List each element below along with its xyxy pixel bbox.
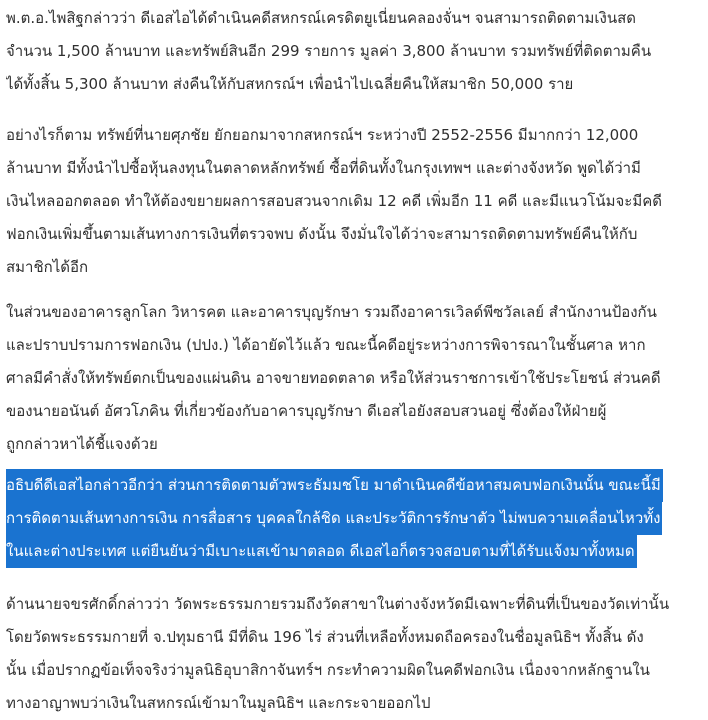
- selected-text-line[interactable]: การติดตามเส้นทางการเงิน การสื่อสาร บุคคลใกล้ชิด และประวัติการรักษาตัว ไม่พบความเคลื่อนไหวทั้ง: [6, 502, 662, 535]
- text-line: ได้ทั้งสิ้น 5,300 ล้านบาท ส่งคืนให้กับสหกรณ์ฯ เพื่อนำไปเฉลี่ยคืนให้สมาชิก 50,000 ราย: [6, 75, 574, 93]
- paragraph-1: [6, 2, 702, 101]
- text-line: และปราบปรามการฟอกเงิน (ปปง.) ได้อายัดไว้แล้ว ขณะนี้คดีอยู่ระหว่างการพิจารณาในชั้นศาล หาก: [6, 336, 646, 354]
- paragraph-4-selected[interactable]: [6, 469, 702, 568]
- paragraph-2: [6, 119, 702, 284]
- text-line: ฟอกเงินเพิ่มขึ้นตามเส้นทางการเงินที่ตรวจพบ ดังนั้น จึงมั่นใจได้ว่าจะสามารถติดตามทรัพย์คืนให้กับ: [6, 225, 638, 243]
- text-line: ของนายอนันต์ อัศวโภคิน ที่เกี่ยวข้องกับอาคารบุญรักษา ดีเอสไอยังสอบสวนอยู่ ซึ่งต้องให้ฝ่ายผู้: [6, 402, 607, 420]
- paragraph-3: [6, 296, 702, 461]
- text-line: ถูกกล่าวหาได้ชี้แจงด้วย: [6, 435, 158, 453]
- text-line: เงินไหลออกตลอด ทำให้ต้องขยายผลการสอบสวนจากเดิม 12 คดี เพิ่มอีก 11 คดี และมีแนวโน้มจะมีคดี: [6, 192, 663, 210]
- text-line: จำนวน 1,500 ล้านบาท และทรัพย์สินอีก 299 รายการ มูลค่า 3,800 ล้านบาท รวมทรัพย์ที่ติดตามคืน: [6, 42, 652, 60]
- paragraph-5: [6, 588, 702, 720]
- text-line: นั้น เมื่อปรากฏข้อเท็จจริงว่ามูลนิธิอุบาสิกาจันทร์ฯ กระทำความผิดในคดีฟอกเงิน เนื่องจากหลักฐานใน: [6, 661, 650, 679]
- selected-text-line[interactable]: ในและต่างประเทศ แต่ยืนยันว่ามีเบาะแสเข้ามาตลอด ดีเอสไอก็ตรวจสอบตามที่ได้รับแจ้งมาทั้งหมด: [6, 535, 637, 568]
- text-line: ทางอาญาพบว่าเงินในสหกรณ์เข้ามาในมูลนิธิฯ และกระจายออกไป: [6, 694, 431, 712]
- text-line: ด้านนายจขรศักดิ์กล่าวว่า วัดพระธรรมกายรวมถึงวัดสาขาในต่างจังหวัดมีเฉพาะที่ดินที่เป็นของวัดเท่านั้น: [6, 595, 670, 613]
- text-line: พ.ต.อ.ไพสิฐกล่าวว่า ดีเอสไอได้ดำเนินคดีสหกรณ์เครดิตยูเนี่ยนคลองจั่นฯ จนสามารถติดตามเงินสด: [6, 9, 636, 27]
- text-line: ศาลมีคำสั่งให้ทรัพย์ตกเป็นของแผ่นดิน อาจขายทอดตลาด หรือให้ส่วนราชการเข้าใช้ประโยชน์ ส่วนคดี: [6, 369, 661, 387]
- text-line: อย่างไรก็ตาม ทรัพย์ที่นายศุภชัย ยักยอกมาจากสหกรณ์ฯ ระหว่างปี 2552-2556 มีมากกว่า 12,000: [6, 126, 639, 144]
- text-line: ล้านบาท มีทั้งนำไปซื้อหุ้นลงทุนในตลาดหลักทรัพย์ ซื้อที่ดินทั้งในกรุงเทพฯ และต่างจังหวัด พูดได้ว่ามี: [6, 159, 641, 177]
- selected-text-line[interactable]: อธิบดีดีเอสไอกล่าวอีกว่า ส่วนการติดตามตัวพระธัมมชโย มาดำเนินคดีข้อหาสมคบฟอกเงินนั้น ขณะนี้มี: [6, 469, 663, 502]
- text-line: โดยวัดพระธรรมกายที่ จ.ปทุมธานี มีที่ดิน 196 ไร่ ส่วนที่เหลือทั้งหมดถือครองในชื่อมูลนิธิฯ ทั้งสิ้น ดัง: [6, 628, 644, 646]
- text-line: ในส่วนของอาคารลูกโลก วิหารคต และอาคารบุญรักษา รวมถึงอาคารเวิลด์พีซวัลเลย์ สำนักงานป้องกัน: [6, 303, 657, 321]
- text-line: สมาชิกได้อีก: [6, 258, 89, 276]
